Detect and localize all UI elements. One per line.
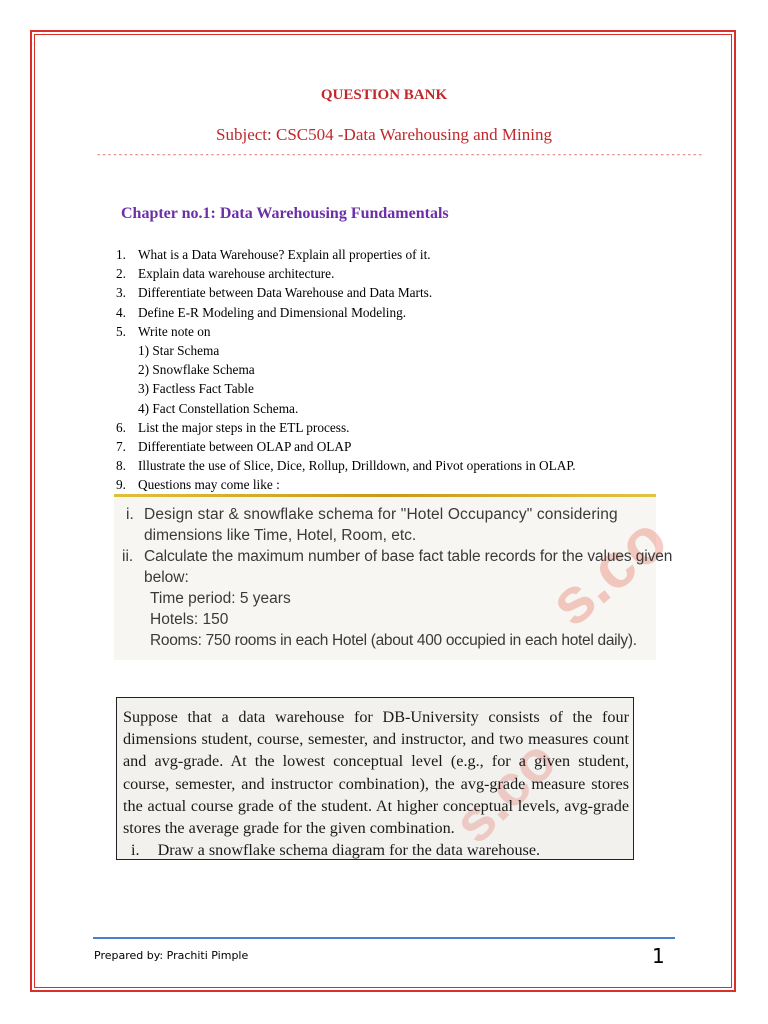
dashed-separator: ---------------------------------------------------------------------------------------------------------------- (96, 150, 703, 160)
chapter-heading: Chapter no.1: Data Warehousing Fundamentals (121, 205, 449, 222)
list-item (116, 322, 676, 341)
question-text: Differentiate between OLAP and OLAP (138, 439, 352, 455)
image-top-rule (114, 494, 656, 497)
question-text: Write note on (138, 323, 211, 339)
subject-line: Subject: CSC504 -Data Warehousing and Mining (216, 125, 552, 144)
list-item (116, 418, 676, 437)
image-text-block (123, 706, 629, 861)
prepared-by: Prepared by: Prachiti Pimple (94, 949, 249, 962)
roman-numeral: i. (131, 841, 140, 860)
list-item (116, 456, 676, 475)
page-number: 1 (652, 944, 665, 968)
roman-numeral: ii. (122, 548, 134, 565)
question-number: 2. (116, 266, 126, 282)
question-number: 4. (116, 304, 126, 320)
question-text: List the major steps in the ETL process. (138, 419, 350, 435)
question-text: Explain data warehouse architecture. (138, 266, 335, 282)
image-line: Time period: 5 years (150, 590, 291, 607)
image-line: Design star & snowflake schema for "Hotel Occupancy" considering (144, 506, 618, 523)
sub-item: 1) Star Schema (138, 343, 220, 359)
question-number: 6. (116, 419, 126, 435)
question-text: Differentiate between Data Warehouse and Data Marts. (138, 285, 433, 301)
list-item (116, 283, 676, 302)
roman-numeral: i. (126, 506, 134, 523)
sub-item: 2) Snowflake Schema (138, 362, 255, 378)
sub-item: 3) Factless Fact Table (138, 381, 254, 397)
image-line: Draw a snowflake schema diagram for the data warehouse. (157, 841, 541, 860)
list-item (116, 245, 676, 264)
question-number: 5. (116, 323, 126, 339)
question-text: Illustrate the use of Slice, Dice, Rollup, Drilldown, and Pivot operations in OLAP. (138, 458, 576, 474)
image-line: dimensions like Time, Hotel, Room, etc. (144, 527, 417, 544)
image-line: Calculate the maximum number of base fact table records for the values given (144, 548, 673, 565)
footer-rule (93, 937, 675, 939)
question-number: 1. (116, 247, 126, 262)
question-number: 9. (116, 477, 126, 493)
question-text: Questions may come like : (138, 477, 280, 493)
db-university-question-image (116, 697, 634, 860)
image-line: below: (144, 569, 189, 586)
question-bank-title: QUESTION BANK (320, 87, 448, 103)
list-item (116, 303, 676, 322)
image-line: Rooms: 750 rooms in each Hotel (about 400 occupied in each hotel daily). (150, 632, 637, 649)
question-list (116, 245, 676, 495)
watermark: s.co (441, 727, 570, 856)
question-number: 8. (116, 458, 126, 474)
question-number: 3. (116, 285, 126, 301)
sub-item: 4) Fact Constellation Schema. (138, 400, 299, 416)
question-number: 7. (116, 439, 126, 455)
image-paragraph: Suppose that a data warehouse for DB-University consists of the four dimensions student, course, semester, and instructor, and two measures count and avg-grade. At the lowest conceptual level (e.g., for a given student, course, semester, and instructor combination), the avg-grade measure stores the actual course grade of the student. At higher conceptual levels, avg-grade stores the average grade for the given combination. (123, 708, 629, 838)
list-item (116, 264, 676, 283)
watermark: s.co (535, 502, 681, 640)
question-text: What is a Data Warehouse? Explain all properties of it. (138, 247, 431, 262)
image-line: Hotels: 150 (150, 611, 229, 628)
hotel-occupancy-question-image (114, 494, 681, 660)
question-text: Define E-R Modeling and Dimensional Modeling. (138, 304, 407, 320)
list-item (116, 437, 676, 456)
list-item (116, 475, 676, 494)
